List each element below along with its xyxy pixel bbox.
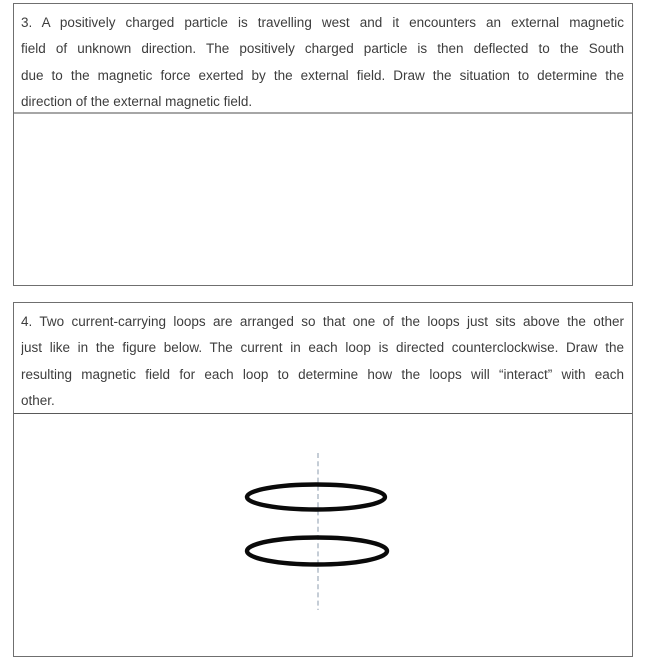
question-4-line-2: just like in the figure below. The current in each loop is directed counterclockwise. Draw the bbox=[21, 340, 624, 356]
current-loop-1 bbox=[247, 485, 385, 510]
current-loop-2 bbox=[247, 538, 387, 565]
question-3-line-3: due to the magnetic force exerted by the external field. Draw the situation to determine the bbox=[21, 67, 624, 83]
question-4-line-4: other. bbox=[21, 393, 55, 409]
question-3-line-2: field of unknown direction. The positively charged particle is then deflected to the South bbox=[21, 41, 624, 57]
question-3-text bbox=[14, 4, 632, 114]
question-3-line-1: 3. A positively charged particle is travelling west and it encounters an external magnetic bbox=[21, 15, 624, 30]
question-4-line-3: resulting magnetic field for each loop to determine how the loops will “interact” with each bbox=[21, 366, 624, 382]
question-4-figure-area bbox=[14, 414, 632, 655]
question-4-table bbox=[13, 302, 633, 657]
question-3-answer-area bbox=[14, 114, 632, 284]
question-3-line-4: direction of the external magnetic field. bbox=[21, 94, 253, 110]
question-4-line-1: 4. Two current-carrying loops are arranged so that one of the loops just sits above the other bbox=[21, 314, 624, 329]
current-loops-figure bbox=[14, 414, 632, 655]
question-4-text bbox=[14, 303, 632, 414]
question-3-table bbox=[13, 3, 633, 286]
